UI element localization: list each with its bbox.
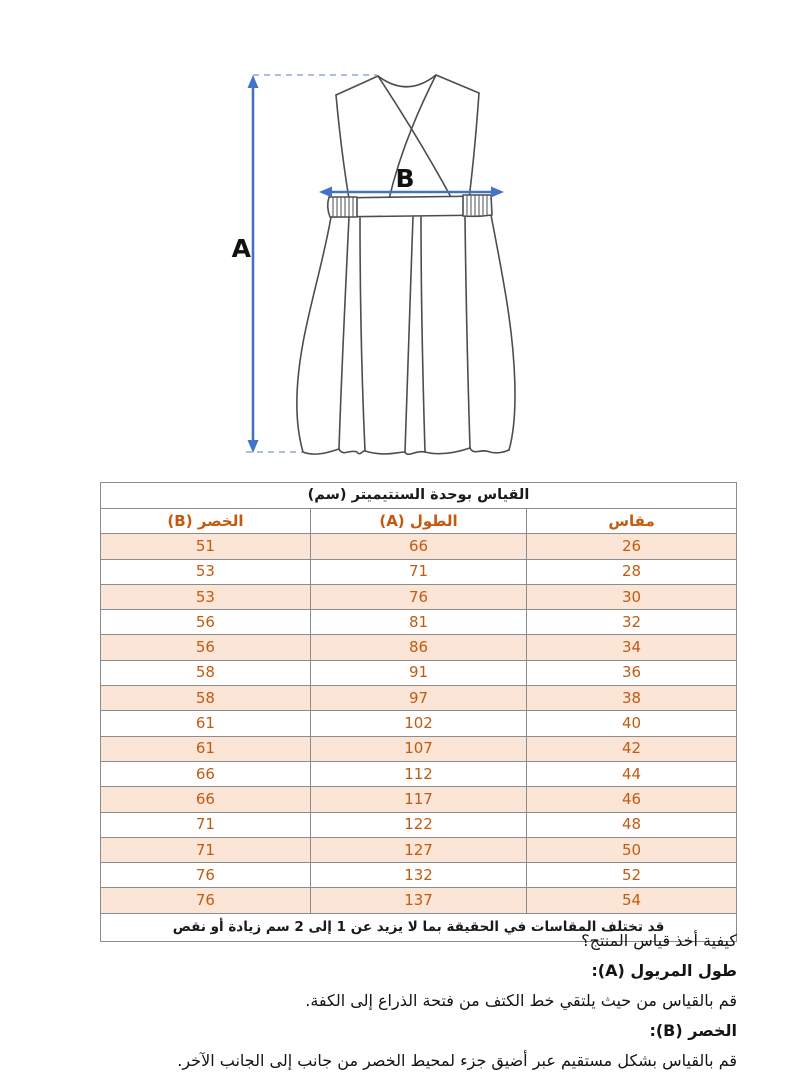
cell-size: 46 — [527, 787, 737, 812]
size-table-body — [101, 534, 737, 913]
cell-waist: 53 — [101, 559, 311, 584]
table-row — [101, 534, 737, 559]
cell-waist: 66 — [101, 787, 311, 812]
cell-waist: 71 — [101, 812, 311, 837]
cell-size: 48 — [527, 812, 737, 837]
table-row — [101, 837, 737, 862]
cell-length: 97 — [310, 686, 526, 711]
cell-size: 54 — [527, 888, 737, 913]
cell-size: 38 — [527, 686, 737, 711]
cell-length: 102 — [310, 711, 526, 736]
measurement-diagram — [0, 0, 800, 470]
table-row — [101, 686, 737, 711]
length-arrow — [246, 75, 377, 453]
column-header-waist: الخصر (B) — [101, 509, 311, 534]
cell-waist: 76 — [101, 888, 311, 913]
cell-size: 44 — [527, 761, 737, 786]
cell-waist: 56 — [101, 635, 311, 660]
table-row — [101, 635, 737, 660]
table-row — [101, 559, 737, 584]
cell-waist: 61 — [101, 711, 311, 736]
cell-length: 66 — [310, 534, 526, 559]
table-footnote: قد تختلف المقاسات في الحقيقة بما لا يزيد عن 1 إلى 2 سم زيادة أو نقص — [101, 913, 737, 941]
cell-waist: 66 — [101, 761, 311, 786]
table-row — [101, 812, 737, 837]
cell-waist: 56 — [101, 610, 311, 635]
length-instruction: قم بالقياس من حيث يلتقي خط الكتف من فتحة الذراع إلى الكفة. — [305, 991, 737, 1010]
cell-length: 122 — [310, 812, 526, 837]
cell-length: 76 — [310, 584, 526, 609]
cell-length: 107 — [310, 736, 526, 761]
cell-length: 127 — [310, 837, 526, 862]
cell-waist: 76 — [101, 863, 311, 888]
cell-size: 42 — [527, 736, 737, 761]
table-row — [101, 584, 737, 609]
table-row — [101, 888, 737, 913]
cell-size: 52 — [527, 863, 737, 888]
cell-length: 117 — [310, 787, 526, 812]
size-table — [100, 482, 737, 942]
cell-length: 137 — [310, 888, 526, 913]
table-row — [101, 863, 737, 888]
cell-length: 132 — [310, 863, 526, 888]
cell-length: 112 — [310, 761, 526, 786]
cell-size: 34 — [527, 635, 737, 660]
length-label: A — [231, 234, 251, 263]
cell-size: 30 — [527, 584, 737, 609]
cell-size: 28 — [527, 559, 737, 584]
instruction-question: كيفية أخذ قياس المنتج؟ — [581, 931, 737, 950]
cell-size: 40 — [527, 711, 737, 736]
cell-length: 81 — [310, 610, 526, 635]
waist-instruction: قم بالقياس بشكل مستقيم عبر أضيق جزء لمحيط الخصر من جانب إلى الجانب الآخر. — [177, 1051, 737, 1070]
cell-waist: 51 — [101, 534, 311, 559]
cell-waist: 58 — [101, 686, 311, 711]
waist-label: B — [395, 164, 415, 193]
cell-waist: 53 — [101, 584, 311, 609]
cell-size: 50 — [527, 837, 737, 862]
table-row — [101, 787, 737, 812]
cell-waist: 71 — [101, 837, 311, 862]
table-row — [101, 711, 737, 736]
cell-size: 26 — [527, 534, 737, 559]
cell-waist: 58 — [101, 660, 311, 685]
cell-size: 32 — [527, 610, 737, 635]
table-row — [101, 761, 737, 786]
table-row — [101, 610, 737, 635]
table-header-row — [101, 509, 737, 534]
column-header-size: مقاس — [527, 509, 737, 534]
table-row — [101, 660, 737, 685]
table-title: القياس بوحدة السنتيميتر (سم) — [101, 483, 737, 509]
cell-length: 91 — [310, 660, 526, 685]
cell-waist: 61 — [101, 736, 311, 761]
cell-size: 36 — [527, 660, 737, 685]
dress-illustration — [297, 75, 515, 454]
column-header-length: الطول (A) — [310, 509, 526, 534]
table-row — [101, 736, 737, 761]
table-title-row — [101, 483, 737, 509]
length-heading: طول المريول (A): — [591, 961, 737, 980]
measuring-instructions — [37, 926, 737, 1076]
cell-length: 86 — [310, 635, 526, 660]
cell-length: 71 — [310, 559, 526, 584]
waist-heading: الخصر (B): — [649, 1021, 737, 1040]
